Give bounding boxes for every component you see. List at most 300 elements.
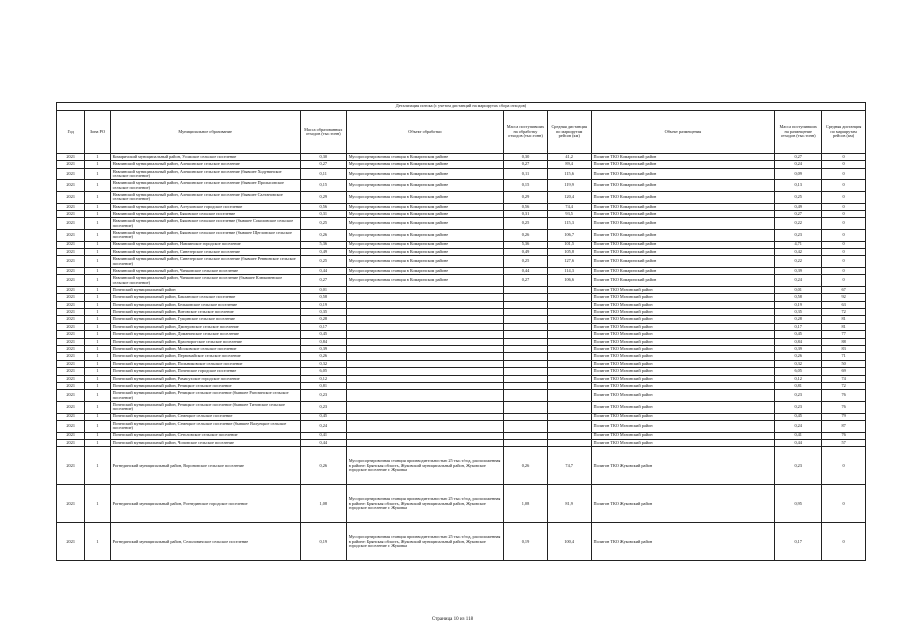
cell-mass-formed: 0,30: [300, 154, 346, 161]
table-row: [57, 382, 866, 389]
cell-avg-distance-placement: 0: [822, 241, 866, 248]
cell-mass-formed: 0,44: [300, 267, 346, 274]
cell-placement-object: Полигон ТКО Мглинский район: [591, 368, 775, 375]
cell-placement-object: Полигон ТКО Мглинский район: [591, 346, 775, 353]
cell-mass-to-processing: [504, 294, 548, 301]
table-caption: Детализация потока (с учетом дистанций на маршрутах сбора отходов): [57, 103, 866, 111]
cell-processing-object: Мусоросортировочная станция в Комаричском районе: [346, 229, 503, 241]
cell-placement-object: Полигон ТКО Комаричский район: [591, 203, 775, 210]
cell-avg-distance-processing: 119,9: [547, 180, 591, 192]
cell-mass-formed: 0,56: [300, 203, 346, 210]
cell-processing-object: Мусоросортировочная станция в Комаричском районе: [346, 248, 503, 255]
cell-mass-formed: 0,26: [300, 447, 346, 485]
header-mass-to-placement: Масса поступивших на размещение отходов (тыс.тонн): [775, 111, 822, 154]
cell-zone: 1: [85, 191, 110, 203]
cell-zone: 1: [85, 309, 110, 316]
cell-avg-distance-processing: 89,4: [547, 161, 591, 168]
cell-municipality: Почепский муниципальный район, Сетоловское сельское поселение: [110, 432, 300, 439]
cell-mass-to-processing: [504, 316, 548, 323]
cell-mass-to-placement: 0,22: [775, 256, 822, 268]
cell-placement-object: Полигон ТКО Комаричский район: [591, 154, 775, 161]
header-processing-object: Объект обработки: [346, 111, 503, 154]
cell-year: 2021: [57, 203, 85, 210]
cell-year: 2021: [57, 338, 85, 345]
cell-placement-object: Полигон ТКО Мглинский район: [591, 390, 775, 402]
cell-placement-object: Полигон ТКО Мглинский район: [591, 439, 775, 446]
cell-avg-distance-processing: 81,9: [547, 485, 591, 523]
cell-municipality: Навлинский муниципальный район, Чичковское сельское поселение (бывшее Клюковенское сельское поселение): [110, 275, 300, 287]
cell-mass-formed: 0,26: [300, 353, 346, 360]
cell-municipality: Почепский муниципальный район, Витовское сельское поселение: [110, 309, 300, 316]
cell-municipality: Навлинский муниципальный район, Бяковское сельское поселение (бывшее Щегловское сельское поселение): [110, 229, 300, 241]
cell-zone: 1: [85, 338, 110, 345]
cell-avg-distance-processing: [547, 360, 591, 367]
cell-mass-to-placement: 0,25: [775, 191, 822, 203]
cell-processing-object: [346, 382, 503, 389]
table-row: [57, 275, 866, 287]
cell-mass-to-placement: 0,23: [775, 229, 822, 241]
cell-zone: 1: [85, 241, 110, 248]
cell-mass-to-placement: 0,24: [775, 420, 822, 432]
cell-processing-object: [346, 338, 503, 345]
cell-year: 2021: [57, 229, 85, 241]
cell-zone: 1: [85, 256, 110, 268]
cell-zone: 1: [85, 346, 110, 353]
cell-mass-formed: 0,25: [300, 256, 346, 268]
cell-mass-to-processing: [504, 301, 548, 308]
cell-mass-formed: 0,32: [300, 360, 346, 367]
cell-municipality: Почепский муниципальный район, Чоповское сельское поселение: [110, 439, 300, 446]
table-row: [57, 218, 866, 230]
cell-mass-formed: 0,01: [300, 286, 346, 293]
cell-processing-object: [346, 294, 503, 301]
cell-mass-to-processing: [504, 390, 548, 402]
header-mass-to-processing: Масса поступивших на обработку отходов (тыс.тонн): [504, 111, 548, 154]
cell-mass-to-placement: 0,24: [775, 275, 822, 287]
cell-mass-formed: 0,25: [300, 218, 346, 230]
cell-avg-distance-processing: [547, 338, 591, 345]
cell-placement-object: Полигон ТКО Комаричский район: [591, 248, 775, 255]
cell-mass-to-placement: 0,19: [775, 301, 822, 308]
cell-mass-to-processing: 0,11: [504, 168, 548, 180]
cell-placement-object: Полигон ТКО Комаричский район: [591, 210, 775, 217]
cell-mass-formed: 6,05: [300, 368, 346, 375]
header-avg-distance-processing: Средняя дистанция по маршрутам рейсов (км): [547, 111, 591, 154]
cell-placement-object: Полигон ТКО Мглинский район: [591, 353, 775, 360]
cell-avg-distance-placement: 0: [822, 248, 866, 255]
cell-avg-distance-placement: 0: [822, 229, 866, 241]
table-row: [57, 360, 866, 367]
cell-year: 2021: [57, 375, 85, 382]
cell-avg-distance-placement: 0: [822, 210, 866, 217]
cell-zone: 1: [85, 420, 110, 432]
cell-municipality: Навлинский муниципальный район, Навлинское городское поселение: [110, 241, 300, 248]
cell-municipality: Навлинский муниципальный район, Алешинское сельское поселение (бывшее Салтановское сельское поселение): [110, 191, 300, 203]
table-row: [57, 338, 866, 345]
cell-year: 2021: [57, 248, 85, 255]
cell-mass-to-processing: 0,15: [504, 180, 548, 192]
cell-zone: 1: [85, 523, 110, 561]
cell-year: 2021: [57, 180, 85, 192]
cell-municipality: Почепский муниципальный район, Дмитровское сельское поселение: [110, 323, 300, 330]
cell-avg-distance-processing: [547, 368, 591, 375]
cell-mass-to-placement: 4,71: [775, 241, 822, 248]
cell-mass-formed: 0,45: [300, 331, 346, 338]
cell-mass-to-processing: 0,26: [504, 229, 548, 241]
cell-zone: 1: [85, 154, 110, 161]
cell-zone: 1: [85, 267, 110, 274]
cell-mass-to-placement: 0,44: [775, 439, 822, 446]
cell-placement-object: Полигон ТКО Мглинский район: [591, 382, 775, 389]
cell-placement-object: Полигон ТКО Мглинский район: [591, 420, 775, 432]
cell-processing-object: [346, 432, 503, 439]
cell-avg-distance-placement: 77: [822, 331, 866, 338]
table-row: [57, 323, 866, 330]
cell-municipality: Почепский муниципальный район, Речицкое сельское поселение (бывшее Рагозинское сельское поселение): [110, 390, 300, 402]
table-row: [57, 375, 866, 382]
cell-year: 2021: [57, 256, 85, 268]
cell-mass-formed: 0,19: [300, 301, 346, 308]
cell-placement-object: Полигон ТКО Жуковский район: [591, 485, 775, 523]
table-row: [57, 309, 866, 316]
table-row: [57, 180, 866, 192]
cell-processing-object: [346, 316, 503, 323]
cell-mass-to-placement: 0,22: [775, 218, 822, 230]
cell-processing-object: Мусоросортировочная станция производительностью 25 тыс.т/год, расположенная в районе: Брянская область, Жуковский муниципальный район, Жуковское городское поселение г. Жуковка: [346, 523, 503, 561]
cell-mass-to-processing: 0,26: [504, 447, 548, 485]
cell-zone: 1: [85, 210, 110, 217]
cell-mass-to-placement: 0,49: [775, 203, 822, 210]
table-row: [57, 316, 866, 323]
cell-avg-distance-placement: 50: [822, 360, 866, 367]
header-zone: Зона РО: [85, 111, 110, 154]
cell-avg-distance-processing: [547, 439, 591, 446]
cell-avg-distance-processing: [547, 375, 591, 382]
cell-placement-object: Полигон ТКО Мглинский район: [591, 432, 775, 439]
cell-mass-to-placement: 6,05: [775, 368, 822, 375]
cell-avg-distance-processing: 105,8: [547, 248, 591, 255]
cell-municipality: Рогнединский муниципальный район, Рогнединское городское поселение: [110, 485, 300, 523]
cell-zone: 1: [85, 432, 110, 439]
cell-placement-object: Полигон ТКО Комаричский район: [591, 168, 775, 180]
cell-mass-formed: 0,23: [300, 401, 346, 413]
cell-mass-to-processing: [504, 353, 548, 360]
cell-processing-object: Мусоросортировочная станция в Комаричском районе: [346, 210, 503, 217]
cell-municipality: Навлинский муниципальный район, Синезерское сельское поселение: [110, 248, 300, 255]
cell-year: 2021: [57, 316, 85, 323]
cell-mass-to-processing: [504, 413, 548, 420]
cell-mass-formed: 0,44: [300, 439, 346, 446]
cell-mass-formed: 0,49: [300, 248, 346, 255]
cell-year: 2021: [57, 447, 85, 485]
cell-mass-to-placement: 0,35: [775, 309, 822, 316]
cell-mass-formed: 0,39: [300, 346, 346, 353]
cell-placement-object: Полигон ТКО Мглинский район: [591, 316, 775, 323]
cell-year: 2021: [57, 294, 85, 301]
cell-placement-object: Полигон ТКО Мглинский район: [591, 323, 775, 330]
cell-mass-to-processing: [504, 401, 548, 413]
table-row: [57, 485, 866, 523]
cell-year: 2021: [57, 353, 85, 360]
cell-processing-object: Мусоросортировочная станция производительностью 25 тыс.т/год, расположенная в районе: Брянская область, Жуковский муниципальный район, Жуковское городское поселение г. Жуковка: [346, 447, 503, 485]
cell-mass-to-processing: 0,25: [504, 218, 548, 230]
cell-mass-to-placement: 0,39: [775, 346, 822, 353]
cell-year: 2021: [57, 161, 85, 168]
header-municipality: Муниципальное образование: [110, 111, 300, 154]
table-row: [57, 353, 866, 360]
cell-mass-to-processing: [504, 382, 548, 389]
cell-mass-to-processing: [504, 420, 548, 432]
cell-avg-distance-placement: 76: [822, 432, 866, 439]
cell-municipality: Почепский муниципальный район, Первомайское сельское поселение: [110, 353, 300, 360]
table-body: [57, 154, 866, 561]
cell-municipality: Рогнединский муниципальный район, Вороновское сельское поселение: [110, 447, 300, 485]
cell-year: 2021: [57, 368, 85, 375]
cell-avg-distance-processing: [547, 432, 591, 439]
cell-municipality: Почепский муниципальный район, Бельковское сельское поселение: [110, 301, 300, 308]
cell-avg-distance-placement: 87: [822, 420, 866, 432]
cell-mass-to-placement: 0,27: [775, 210, 822, 217]
cell-mass-to-placement: 0,32: [775, 360, 822, 367]
table-row: [57, 203, 866, 210]
cell-municipality: Навлинский муниципальный район, Алешинское сельское поселение (бывшее Ходунинское сельское поселение): [110, 168, 300, 180]
cell-municipality: Почепский муниципальный район, Доманичское сельское поселение: [110, 331, 300, 338]
cell-mass-to-placement: 0,23: [775, 390, 822, 402]
cell-mass-formed: 0,28: [300, 316, 346, 323]
cell-avg-distance-processing: [547, 413, 591, 420]
cell-avg-distance-processing: [547, 316, 591, 323]
cell-avg-distance-processing: 115,3: [547, 218, 591, 230]
cell-processing-object: Мусоросортировочная станция в Комаричском районе: [346, 275, 503, 287]
table-row: [57, 210, 866, 217]
cell-processing-object: [346, 390, 503, 402]
cell-processing-object: [346, 286, 503, 293]
cell-processing-object: [346, 420, 503, 432]
cell-avg-distance-placement: 63: [822, 301, 866, 308]
cell-processing-object: Мусоросортировочная станция в Комаричском районе: [346, 256, 503, 268]
cell-avg-distance-processing: [547, 286, 591, 293]
cell-year: 2021: [57, 346, 85, 353]
table-row: [57, 413, 866, 420]
cell-avg-distance-placement: 0: [822, 218, 866, 230]
cell-year: 2021: [57, 210, 85, 217]
cell-municipality: Почепский муниципальный район, Краснорогское сельское поселение: [110, 338, 300, 345]
cell-zone: 1: [85, 218, 110, 230]
cell-mass-to-placement: 0,39: [775, 267, 822, 274]
cell-mass-to-placement: 0,01: [775, 286, 822, 293]
cell-mass-formed: 0,35: [300, 309, 346, 316]
table-row: [57, 331, 866, 338]
cell-placement-object: Полигон ТКО Мглинский район: [591, 294, 775, 301]
cell-mass-formed: 0,12: [300, 375, 346, 382]
cell-placement-object: Полигон ТКО Мглинский район: [591, 401, 775, 413]
cell-zone: 1: [85, 323, 110, 330]
cell-processing-object: [346, 353, 503, 360]
cell-avg-distance-processing: 106,7: [547, 229, 591, 241]
cell-avg-distance-placement: 74: [822, 375, 866, 382]
cell-avg-distance-placement: 72: [822, 382, 866, 389]
cell-year: 2021: [57, 323, 85, 330]
cell-year: 2021: [57, 360, 85, 367]
cell-mass-to-processing: [504, 286, 548, 293]
cell-mass-to-placement: 0,17: [775, 523, 822, 561]
cell-mass-formed: 0,15: [300, 180, 346, 192]
cell-zone: 1: [85, 203, 110, 210]
cell-mass-to-placement: 0,84: [775, 338, 822, 345]
cell-mass-to-processing: 0,27: [504, 275, 548, 287]
cell-municipality: Почепский муниципальный район: [110, 286, 300, 293]
cell-avg-distance-placement: 67: [822, 286, 866, 293]
cell-year: 2021: [57, 331, 85, 338]
cell-mass-to-placement: 0,42: [775, 248, 822, 255]
cell-year: 2021: [57, 390, 85, 402]
cell-avg-distance-processing: 127,6: [547, 256, 591, 268]
cell-mass-to-processing: [504, 346, 548, 353]
cell-avg-distance-placement: 0: [822, 447, 866, 485]
cell-avg-distance-placement: 0: [822, 168, 866, 180]
cell-zone: 1: [85, 229, 110, 241]
cell-placement-object: Полигон ТКО Комаричский район: [591, 229, 775, 241]
cell-mass-to-processing: 1,08: [504, 485, 548, 523]
cell-municipality: Почепский муниципальный район, Семецкое сельское поселение: [110, 413, 300, 420]
cell-year: 2021: [57, 191, 85, 203]
cell-mass-formed: 0,11: [300, 168, 346, 180]
cell-zone: 1: [85, 401, 110, 413]
cell-mass-formed: 0,84: [300, 338, 346, 345]
cell-zone: 1: [85, 161, 110, 168]
cell-zone: 1: [85, 485, 110, 523]
cell-processing-object: Мусоросортировочная станция в Комаричском районе: [346, 180, 503, 192]
cell-avg-distance-placement: 72: [822, 309, 866, 316]
table-row: [57, 248, 866, 255]
cell-avg-distance-placement: 0: [822, 267, 866, 274]
cell-placement-object: Полигон ТКО Комаричский район: [591, 191, 775, 203]
cell-mass-formed: 0,81: [300, 382, 346, 389]
cell-zone: 1: [85, 447, 110, 485]
table-row: [57, 161, 866, 168]
cell-year: 2021: [57, 301, 85, 308]
cell-avg-distance-processing: 120,4: [547, 191, 591, 203]
cell-mass-to-processing: [504, 439, 548, 446]
cell-year: 2021: [57, 413, 85, 420]
cell-placement-object: Полигон ТКО Комаричский район: [591, 256, 775, 268]
cell-mass-to-placement: 0,41: [775, 432, 822, 439]
table-row: [57, 256, 866, 268]
cell-processing-object: [346, 309, 503, 316]
table-row: [57, 294, 866, 301]
cell-processing-object: Мусоросортировочная станция в Комаричском районе: [346, 218, 503, 230]
cell-avg-distance-placement: 0: [822, 191, 866, 203]
cell-processing-object: [346, 301, 503, 308]
cell-mass-to-processing: 0,56: [504, 203, 548, 210]
cell-mass-formed: 5,36: [300, 241, 346, 248]
cell-mass-formed: 0,41: [300, 432, 346, 439]
cell-mass-to-processing: 0,49: [504, 248, 548, 255]
cell-zone: 1: [85, 294, 110, 301]
cell-mass-to-processing: 0,44: [504, 267, 548, 274]
cell-mass-to-processing: [504, 331, 548, 338]
cell-zone: 1: [85, 390, 110, 402]
cell-municipality: Навлинский муниципальный район, Чичковское сельское поселение: [110, 267, 300, 274]
cell-zone: 1: [85, 368, 110, 375]
cell-avg-distance-placement: 57: [822, 439, 866, 446]
cell-avg-distance-placement: 79: [822, 413, 866, 420]
cell-mass-to-processing: [504, 360, 548, 367]
cell-mass-to-processing: 0,19: [504, 523, 548, 561]
cell-avg-distance-processing: 93,5: [547, 210, 591, 217]
cell-mass-to-placement: 0,26: [775, 353, 822, 360]
cell-processing-object: [346, 360, 503, 367]
cell-mass-to-processing: 0,29: [504, 191, 548, 203]
cell-avg-distance-placement: 92: [822, 294, 866, 301]
cell-zone: 1: [85, 316, 110, 323]
cell-avg-distance-placement: 81: [822, 323, 866, 330]
cell-avg-distance-placement: 0: [822, 485, 866, 523]
table-row: [57, 191, 866, 203]
cell-mass-to-placement: 0,12: [775, 375, 822, 382]
cell-mass-to-placement: 0,17: [775, 323, 822, 330]
cell-mass-to-placement: 0,28: [775, 316, 822, 323]
cell-avg-distance-placement: 0: [822, 275, 866, 287]
cell-mass-to-processing: [504, 375, 548, 382]
cell-avg-distance-placement: 0: [822, 161, 866, 168]
cell-mass-to-processing: 0,27: [504, 161, 548, 168]
cell-mass-to-placement: 0,09: [775, 168, 822, 180]
cell-processing-object: [346, 413, 503, 420]
cell-avg-distance-processing: [547, 309, 591, 316]
cell-avg-distance-processing: 114,3: [547, 267, 591, 274]
cell-avg-distance-processing: 101,5: [547, 241, 591, 248]
cell-processing-object: Мусоросортировочная станция в Комаричском районе: [346, 154, 503, 161]
cell-avg-distance-placement: 0: [822, 523, 866, 561]
cell-year: 2021: [57, 154, 85, 161]
cell-mass-to-processing: 0,30: [504, 154, 548, 161]
cell-placement-object: Полигон ТКО Комаричский район: [591, 218, 775, 230]
cell-municipality: Почепский муниципальный район, Рамасухское городское поселение: [110, 375, 300, 382]
cell-avg-distance-placement: 69: [822, 368, 866, 375]
cell-year: 2021: [57, 286, 85, 293]
cell-municipality: Рогнединский муниципальный район, Селиловичское сельское поселение: [110, 523, 300, 561]
cell-mass-formed: 0,26: [300, 229, 346, 241]
cell-placement-object: Полигон ТКО Комаричский район: [591, 180, 775, 192]
cell-mass-formed: 0,27: [300, 161, 346, 168]
cell-mass-to-processing: [504, 338, 548, 345]
cell-year: 2021: [57, 218, 85, 230]
cell-mass-formed: 0,31: [300, 210, 346, 217]
cell-mass-to-placement: 0,45: [775, 331, 822, 338]
cell-zone: 1: [85, 331, 110, 338]
table-row: [57, 368, 866, 375]
table-row: [57, 346, 866, 353]
cell-mass-formed: 0,27: [300, 275, 346, 287]
table-row: [57, 523, 866, 561]
cell-avg-distance-placement: 83: [822, 346, 866, 353]
cell-placement-object: Полигон ТКО Мглинский район: [591, 375, 775, 382]
cell-placement-object: Полигон ТКО Мглинский район: [591, 309, 775, 316]
cell-mass-formed: 1,08: [300, 485, 346, 523]
cell-zone: 1: [85, 375, 110, 382]
table-row: [57, 286, 866, 293]
cell-year: 2021: [57, 275, 85, 287]
cell-zone: 1: [85, 360, 110, 367]
cell-avg-distance-processing: [547, 331, 591, 338]
cell-avg-distance-placement: 71: [822, 353, 866, 360]
cell-avg-distance-processing: [547, 323, 591, 330]
cell-processing-object: Мусоросортировочная станция в Комаричском районе: [346, 161, 503, 168]
cell-avg-distance-placement: 0: [822, 256, 866, 268]
cell-mass-to-placement: 0,45: [775, 413, 822, 420]
cell-avg-distance-placement: 0: [822, 180, 866, 192]
